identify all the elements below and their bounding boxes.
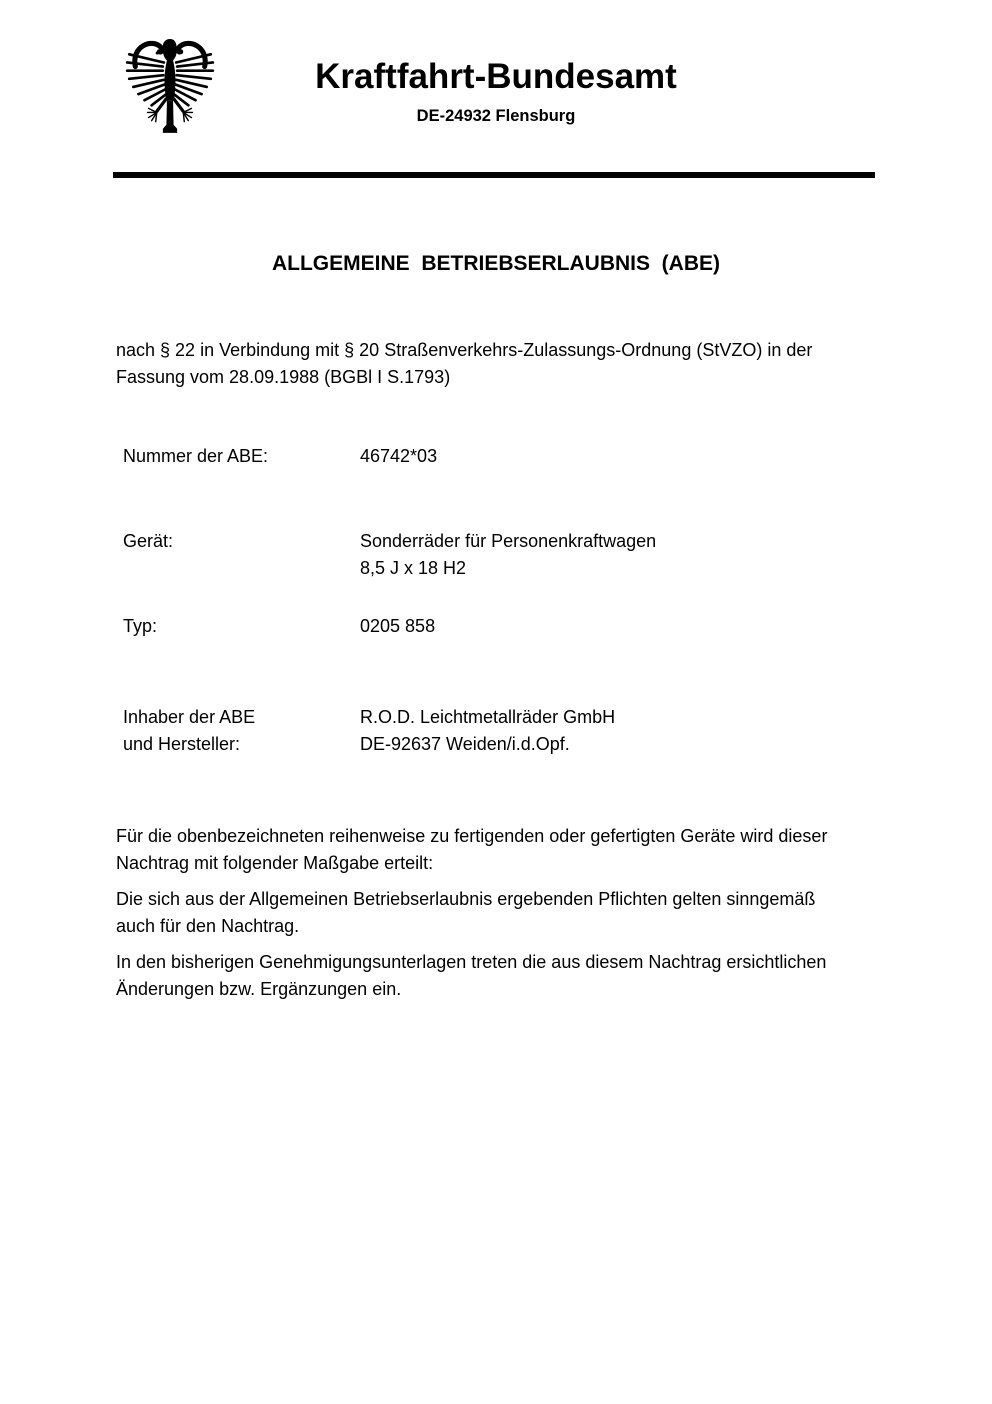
paragraph-line: In den bisherigen Genehmigungsunterlagen treten die aus diesem Nachtrag ersichtlichen: [116, 952, 827, 972]
field-row-typ: [123, 613, 435, 640]
field-label: [123, 528, 360, 555]
field-row-geraet: [123, 528, 656, 582]
document-title: ALLGEMEINE BETRIEBSERLAUBNIS (ABE): [271, 252, 720, 275]
agency-name: Kraftfahrt-Bundesamt: [315, 57, 677, 96]
paragraph: [116, 886, 876, 940]
field-value: [360, 704, 615, 758]
field-value-line: 46742*03: [360, 446, 438, 466]
paragraph: [116, 949, 876, 1003]
field-label: [123, 704, 360, 758]
paragraph-line: Nachtrag mit folgender Maßgabe erteilt:: [116, 853, 434, 873]
field-value-line: 0205 858: [360, 616, 436, 636]
field-label-line: Gerät:: [123, 531, 174, 551]
masthead: [0, 57, 992, 126]
paragraph-line: Änderungen bzw. Ergänzungen ein.: [116, 979, 402, 999]
field-row-inhaber: [123, 704, 615, 758]
field-value: [360, 443, 437, 470]
paragraph-line: auch für den Nachtrag.: [116, 916, 300, 936]
field-value-line: Sonderräder für Personenkraftwagen: [360, 531, 657, 551]
field-label: [123, 613, 360, 640]
closing-paragraphs: [116, 823, 876, 1012]
field-label-line: und Hersteller:: [123, 734, 241, 754]
paragraph-line: Die sich aus der Allgemeinen Betriebserlaubnis ergebenden Pflichten gelten sinngemäß: [116, 889, 816, 909]
field-label-line: Inhaber der ABE: [123, 707, 256, 727]
field-label-line: Typ:: [123, 616, 158, 636]
field-value-line: R.O.D. Leichtmetallräder GmbH: [360, 707, 616, 727]
field-value: [360, 528, 656, 582]
header-rule: [113, 172, 875, 178]
legal-basis-line: Fassung vom 28.09.1988 (BGBl I S.1793): [116, 367, 451, 387]
agency-location: DE-24932 Flensburg: [416, 107, 576, 125]
legal-basis-line: nach § 22 in Verbindung mit § 20 Straßenverkehrs-Zulassungs-Ordnung (StVZO) in der: [116, 340, 813, 360]
field-row-nummer: [123, 443, 437, 470]
legal-basis-paragraph: [116, 337, 876, 391]
field-label-line: Nummer der ABE:: [123, 446, 269, 466]
paragraph-line: Für die obenbezeichneten reihenweise zu fertigenden oder gefertigten Geräte wird dieser: [116, 826, 828, 846]
field-label: [123, 443, 360, 470]
paragraph: [116, 823, 876, 877]
field-value-line: DE-92637 Weiden/i.d.Opf.: [360, 734, 570, 754]
field-value: [360, 613, 435, 640]
field-value-line: 8,5 J x 18 H2: [360, 558, 467, 578]
